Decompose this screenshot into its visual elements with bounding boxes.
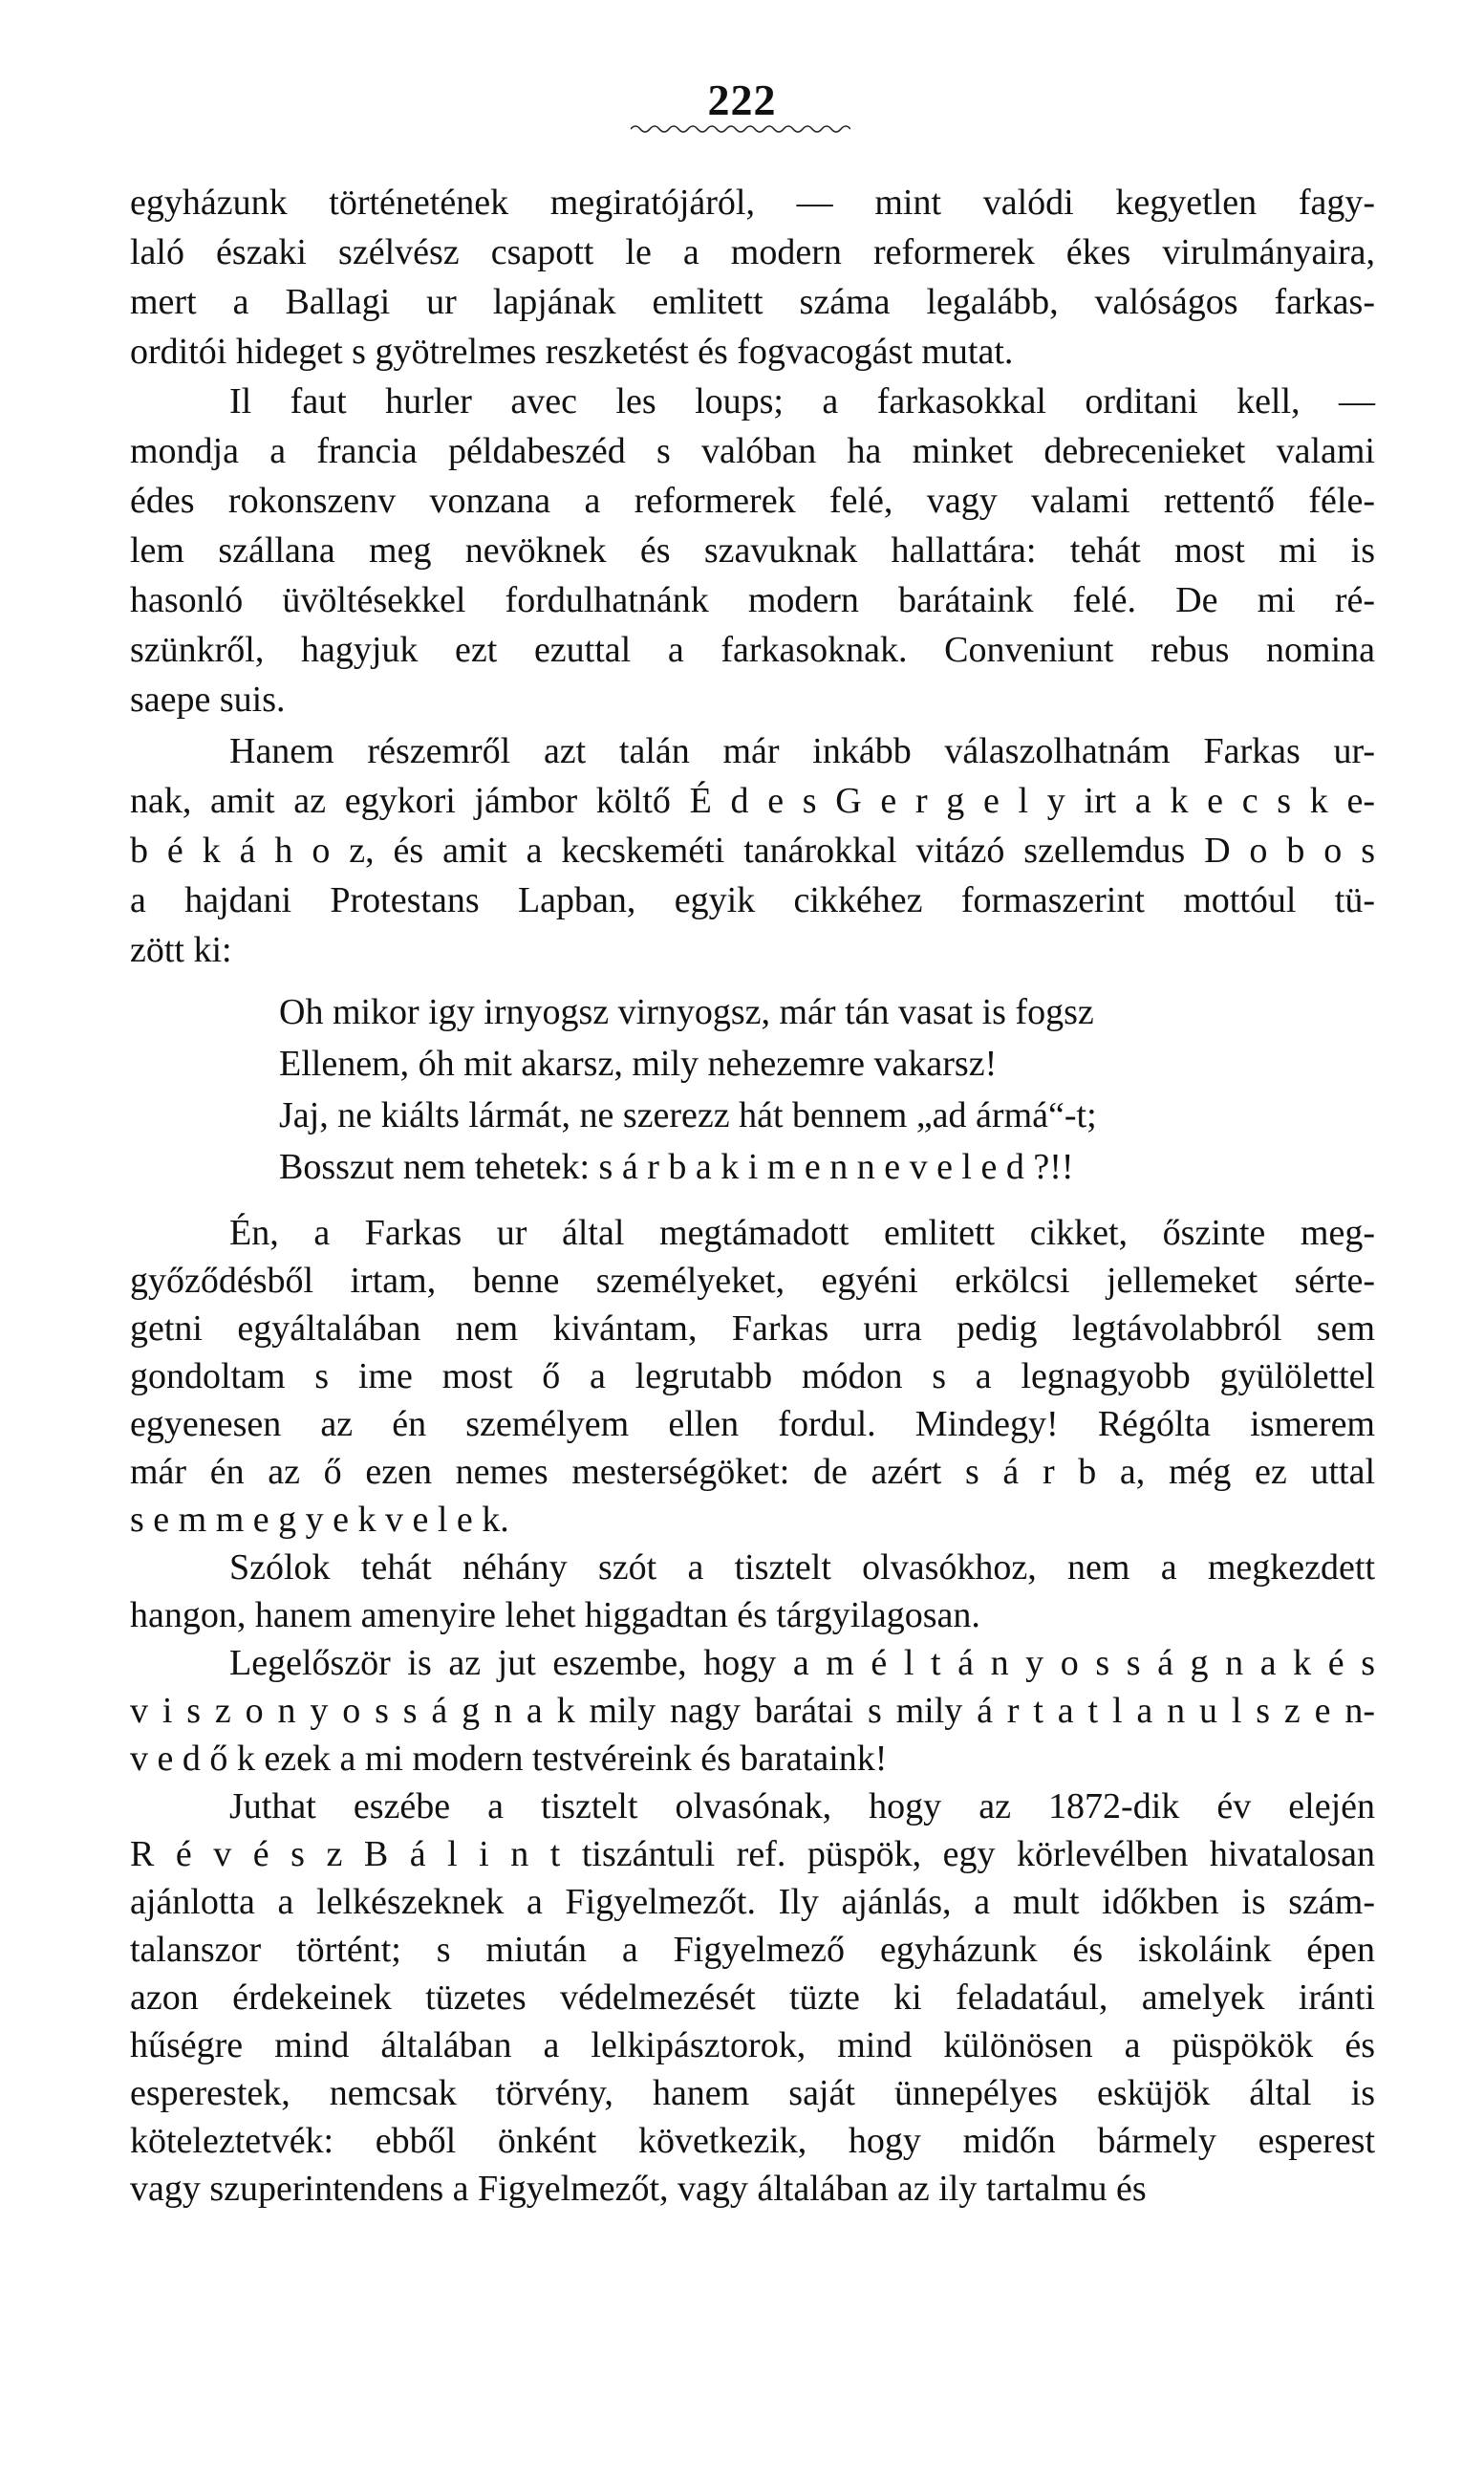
text-line: már én az ő ezen nemes mesterségöket: de azért s á r b a, még ez uttal bbox=[130, 1452, 1375, 1492]
text-line: hűségre mind általában a lelkipásztorok, mind különösen a püspökök és bbox=[130, 2025, 1375, 2065]
text-line: v e d ő k ezek a mi modern testvéreink és barataink! bbox=[130, 1739, 888, 1779]
text-block-2 bbox=[130, 1209, 1375, 2213]
text-line: zött ki: bbox=[130, 930, 232, 970]
text-line: győződésből irtam, benne személyeket, egyéni erkölcsi jellemeket sérte- bbox=[130, 1261, 1375, 1301]
text-line: v i s z o n y o s s á g n a k mily nagy barátai s mily á r t a t l a n u l s z e n- bbox=[130, 1691, 1375, 1731]
paragraph bbox=[130, 1209, 1375, 1544]
verse-line: Jaj, ne kiálts lármát, ne szerezz hát bennem „ad ármá“-t; bbox=[279, 1095, 1097, 1135]
paragraph bbox=[130, 726, 1375, 975]
verse-line: Bosszut nem tehetek: s á r b a k i m e n n e v e l e d ?!! bbox=[279, 1147, 1074, 1187]
verse-line: Ellenem, óh mit akarsz, mily nehezemre vakarsz! bbox=[279, 1044, 998, 1084]
text-line: R é v é s z B á l i n t tiszántuli ref. püspök, egy körlevélben hivatalosan bbox=[130, 1834, 1375, 1874]
text-block-1 bbox=[130, 178, 1375, 975]
text-line: orditói hideget s gyötrelmes reszketést és fogvacogást mutat. bbox=[130, 332, 1014, 372]
text-line: laló északi szélvész csapott le a modern reformerek ékes virulmányaira, bbox=[130, 232, 1375, 272]
text-line: a hajdani Protestans Lapban, egyik cikkéhez formaszerint mottóul tü- bbox=[130, 880, 1375, 920]
text-line: szünkről, hagyjuk ezt ezuttal a farkasoknak. Conveniunt rebus nomina bbox=[130, 630, 1375, 670]
text-line: Il faut hurler avec les loups; a farkasokkal orditani kell, — bbox=[229, 381, 1375, 421]
text-line: vagy szuperintendens a Figyelmezőt, vagy általában az ily tartalmu és bbox=[130, 2169, 1147, 2209]
page-body bbox=[130, 178, 1375, 2213]
text-line: getni egyáltalában nem kivántam, Farkas urra pedig legtávolabbról sem bbox=[130, 1308, 1375, 1349]
verse-line: Oh mikor igy irnyogsz virnyogsz, már tán vasat is fogsz bbox=[279, 992, 1094, 1032]
text-line: azon érdekeinek tüzetes védelmezését tüzte ki feladatául, amelyek iránti bbox=[130, 1977, 1375, 2018]
text-line: s e m m e g y e k v e l e k. bbox=[130, 1500, 509, 1540]
verse-quote bbox=[130, 986, 1375, 1193]
text-line: hangon, hanem amenyire lehet higgadtan és tárgyilagosan. bbox=[130, 1595, 980, 1635]
paragraph bbox=[130, 178, 1375, 377]
paragraph bbox=[130, 1783, 1375, 2213]
paragraph bbox=[130, 377, 1375, 724]
paragraph bbox=[130, 1544, 1375, 1639]
text-line: talanszor történt; s miután a Figyelmező egyházunk és iskoláink épen bbox=[130, 1930, 1375, 1970]
text-line: Juthat eszébe a tisztelt olvasónak, hogy az 1872-dik év elején bbox=[229, 1786, 1375, 1826]
text-line: hasonló üvöltésekkel fordulhatnánk modern barátaink felé. De mi ré- bbox=[130, 580, 1375, 620]
text-line: Hanem részemről azt talán már inkább válaszolhatnám Farkas ur- bbox=[229, 731, 1375, 771]
text-line: egyházunk történetének megiratójáról, — mint valódi kegyetlen fagy- bbox=[130, 183, 1375, 223]
text-line: édes rokonszenv vonzana a reformerek felé, vagy valami rettentő féle- bbox=[130, 481, 1375, 521]
text-line: ajánlotta a lelkészeknek a Figyelmezőt. Ily ajánlás, a mult időkben is szám- bbox=[130, 1882, 1375, 1922]
decorative-wave-rule bbox=[631, 122, 850, 136]
text-line: nak, amit az egykori jámbor költő É d e s G e r g e l y irt a k e c s k e- bbox=[130, 781, 1375, 821]
text-line: b é k á h o z, és amit a kecskeméti tanárokkal vitázó szellemdus D o b o s bbox=[130, 831, 1375, 871]
text-line: gondoltam s ime most ő a legrutabb módon s a legnagyobb gyülölettel bbox=[130, 1356, 1375, 1396]
text-line: köteleztetvék: ebből önként következik, hogy midőn bármely esperest bbox=[130, 2121, 1375, 2161]
text-line: Legelőször is az jut eszembe, hogy a m é l t á n y o s s á g n a k é s bbox=[229, 1643, 1375, 1683]
text-line: saepe suis. bbox=[130, 680, 286, 720]
text-line: mondja a francia példabeszéd s valóban ha minket debrecenieket valami bbox=[130, 431, 1375, 471]
text-line: lem szállana meg nevöknek és szavuknak hallattára: tehát most mi is bbox=[130, 530, 1375, 571]
text-line: mert a Ballagi ur lapjának emlitett száma legalább, valóságos farkas- bbox=[130, 282, 1375, 322]
text-line: esperestek, nemcsak törvény, hanem saját ünnepélyes esküjök által is bbox=[130, 2073, 1375, 2113]
text-line: egyenesen az én személyem ellen fordul. Mindegy! Régólta ismerem bbox=[130, 1404, 1375, 1444]
page-number: 222 bbox=[707, 76, 777, 124]
text-line: Szólok tehát néhány szót a tisztelt olvasókhoz, nem a megkezdett bbox=[229, 1547, 1375, 1588]
text-line: Én, a Farkas ur által megtámadott emlitett cikket, őszinte meg- bbox=[229, 1213, 1375, 1253]
paragraph bbox=[130, 1639, 1375, 1783]
